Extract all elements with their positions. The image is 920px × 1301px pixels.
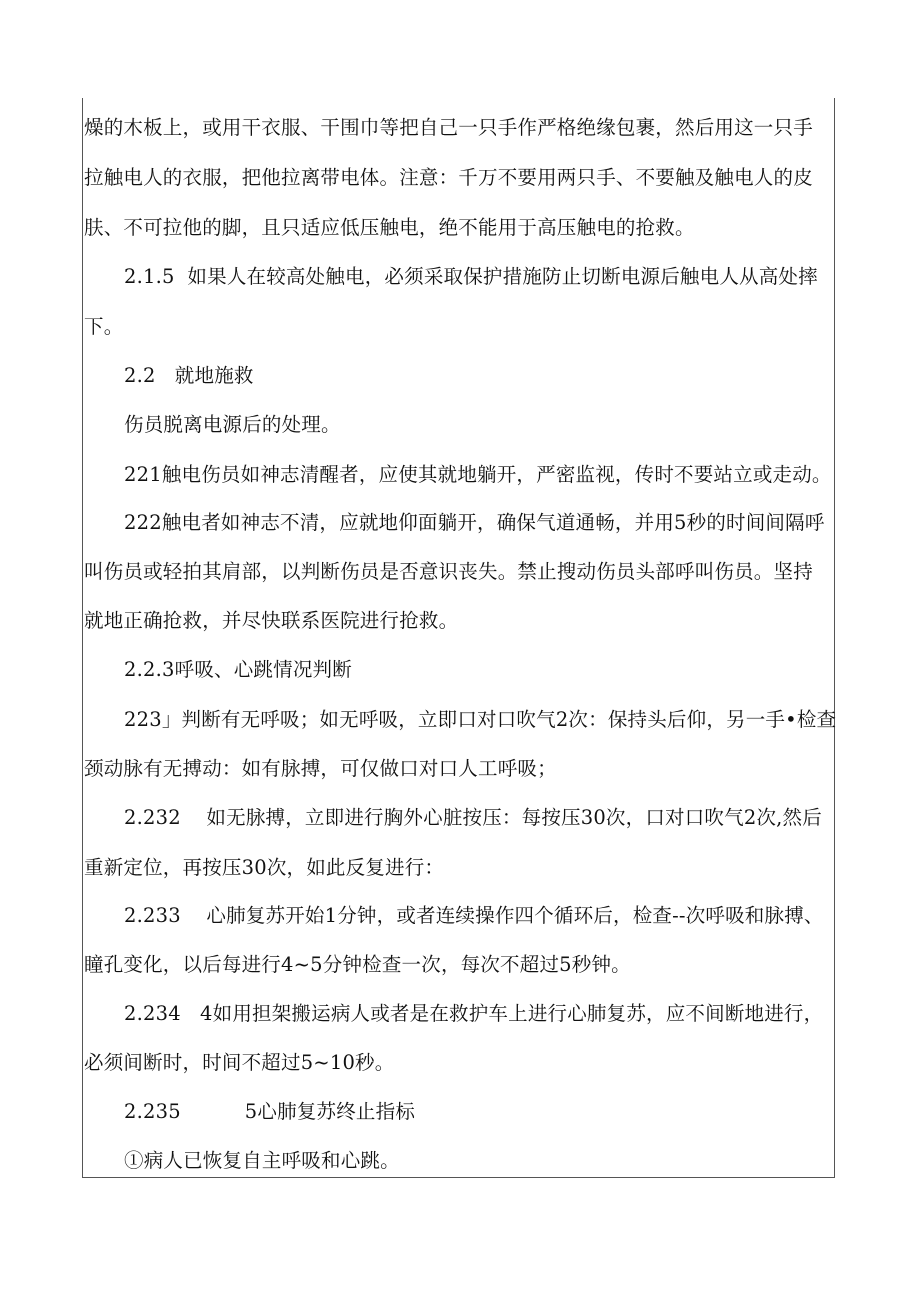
text-line: 223」判断有无呼吸；如无呼吸，立即口对口吹气2次：保持头后仰，另一手•检查 — [124, 708, 837, 731]
text-line: 燥的木板上，或用干衣服、干围巾等把自己一只手作严格绝缘包裹，然后用这一只手 — [84, 116, 813, 139]
text-line: 重新定位，再按压30次，如此反复进行： — [84, 856, 445, 879]
section-heading: 2.2.3呼吸、心跳情况判断 — [124, 658, 352, 681]
text-line: 瞳孔变化，以后每进行4~5分钟检查一次，每次不超过5秒钟。 — [84, 953, 631, 976]
text-line: 222触电者如神志不清，应就地仰面躺开，确保气道通畅，并用5秒的时间间隔呼 — [124, 511, 825, 534]
text-line: 肤、不可拉他的脚，且只适应低压触电，绝不能用于高压触电的抢救。 — [84, 216, 695, 239]
text-line: ①病人已恢复自主呼吸和心跳。 — [124, 1149, 400, 1172]
text-line: 下。 — [84, 315, 124, 338]
section-heading: 2.235 5心肺复苏终止指标 — [124, 1100, 416, 1123]
text-line: 必须间断时，时间不超过5~10秒。 — [84, 1051, 395, 1074]
text-line: 2.1.5 如果人在较高处触电，必须采取保护措施防止切断电源后触电人从高处摔 — [124, 265, 818, 288]
text-line: 伤员脱离电源后的处理。 — [124, 413, 341, 436]
text-line: 221触电伤员如神志清醒者，应使其就地躺开，严密监视，传时不要站立或走动。 — [124, 463, 832, 486]
text-line: 叫伤员或轻拍其肩部，以判断伤员是否意识丧失。禁止搜动伤员头部呼叫伤员。坚持 — [84, 560, 813, 583]
text-line: 2.234 4如用担架搬运病人或者是在救护车上进行心肺复苏，应不间断地进行， — [124, 1002, 824, 1025]
text-line: 2.232 如无脉搏，立即进行胸外心脏按压：每按压30次，口对口吹气2次,然后 — [124, 806, 822, 829]
text-line: 颈动脉有无搏动：如有脉搏，可仅做口对口人工呼吸； — [84, 757, 557, 780]
text-line: 拉触电人的衣服，把他拉离带电体。注意：千万不要用两只手、不要触及触电人的皮 — [84, 166, 813, 189]
section-heading: 2.2 就地施救 — [124, 364, 254, 387]
text-line: 就地正确抢救，并尽快联系医院进行抢救。 — [84, 609, 459, 632]
text-line: 2.233 心肺复苏开始1分钟，或者连续操作四个循环后，检查--次呼吸和脉搏、 — [124, 904, 824, 927]
